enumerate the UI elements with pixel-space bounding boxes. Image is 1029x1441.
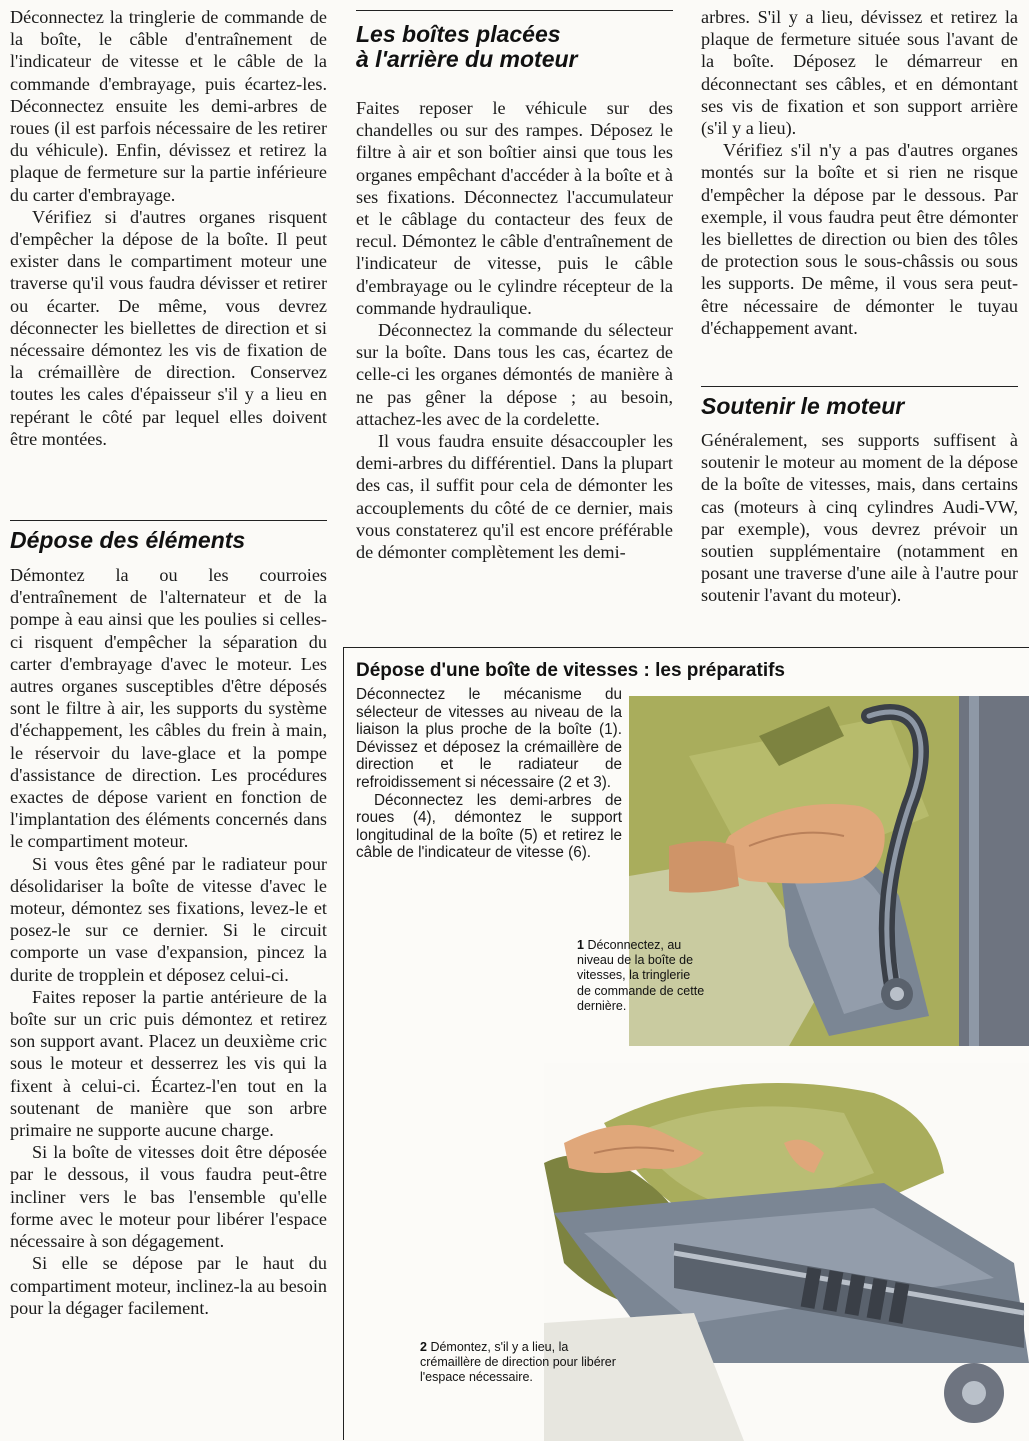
section-rule bbox=[701, 386, 1018, 387]
caption-number: 1 bbox=[577, 938, 584, 952]
caption-number: 2 bbox=[420, 1340, 427, 1354]
section-heading-boites-arriere bbox=[356, 22, 578, 72]
caption-2 bbox=[420, 1340, 625, 1386]
paragraph: Faites reposer le véhicule sur des chandelles ou sur des rampes. Déposez le filtre à air et son boîtier ainsi que tous les organes empêchant d'accéder à la boîte et à ses fixations. Déconnectez l'accumulateur et le câblage du contacteur des feux de recul. Démontez le câble d'entraînement de l'indicateur de vitesse, puis le câble d'embrayage ou le cylindre récepteur de la commande hydraulique. bbox=[356, 98, 673, 318]
paragraph: Si vous êtes gêné par le radiateur pour désolidariser la boîte de vitesse d'avec le moteur, démontez ses fixations, levez-le et posez-le sur ce dernier. Si le circuit comporte un vase d'expansion, pincez la durite de tropplein et déposez celui-ci. bbox=[10, 853, 327, 985]
section-heading-depose: Dépose des éléments bbox=[10, 527, 246, 553]
caption-text: Déconnectez, au niveau de la boîte de vitesses, la tringlerie de commande de cette dernière. bbox=[577, 938, 705, 1013]
inset-title: Dépose d'une boîte de vitesses : les préparatifs bbox=[356, 660, 785, 681]
heading-line: Les boîtes placées bbox=[356, 21, 561, 47]
paragraph: Si elle se dépose par le haut du compartiment moteur, inclinez-la au besoin pour la dégager facilement. bbox=[10, 1253, 327, 1318]
illustration-inset bbox=[343, 647, 1029, 1440]
column-2 bbox=[356, 97, 673, 563]
paragraph: Déconnectez les demi-arbres de roues (4), démontez le support longitudinal de la boîte (5) et retirez le câble de l'indicateur de vitesse (6). bbox=[356, 791, 622, 862]
paragraph: Vérifiez s'il n'y a pas d'autres organes montés sur la boîte et si rien ne risque d'empêcher la dépose par le dessous. Par exemple, il vous faudra peut être démonter les biellettes de direction ou bien des tôles de protection sous le sous-châssis ou sous les supports. De même, il vous sera peut-être nécessaire de démonter le tuyau d'échappement avant. bbox=[701, 140, 1018, 338]
column-1 bbox=[10, 6, 327, 450]
caption-1 bbox=[577, 938, 707, 1014]
section-heading-soutenir: Soutenir le moteur bbox=[701, 393, 905, 419]
paragraph: Il vous faudra ensuite désaccoupler les demi-arbres du différentiel. Dans la plupart des cas, il suffit pour cela de démonter les accouplements du côté de ce dernier, mais vous constaterez qu'il est encore préférable de démonter complètement les demi- bbox=[356, 431, 673, 563]
paragraph: arbres. S'il y a lieu, dévissez et retirez la plaque de fermeture située sous l'avant de la boîte. Déposez le démarreur en déconnectant ses câbles, et en démontant ses vis de fixation et son support arrière (s'il y a lieu). bbox=[701, 7, 1018, 139]
paragraph: Faites reposer la partie antérieure de la boîte sur un cric puis démontez et retirez son support avant. Placez un deuxième cric sous le moteur et desserrez les vis qui la fixent à celui-ci. Écartez-l'en tout en la soutenant de manière que son arbre primaire ne supporte aucune charge. bbox=[10, 986, 327, 1141]
paragraph: Déconnectez la commande du sélecteur sur la boîte. Dans tous les cas, écartez de celle-ci les organes démontés de manière à ne pas gêner la dépose ; au besoin, attachez-les avec de la cordelette. bbox=[356, 320, 673, 429]
column-3 bbox=[701, 6, 1018, 339]
paragraph: Vérifiez si d'autres organes risquent d'empêcher la dépose de la boîte. Il peut exister dans le compartiment moteur une traverse qu'il vous faudra dévisser et retirer ou écarter. De même, vous devrez déconnecter les biellettes de direction et si nécessaire démontez les vis de fixation de la crémaillère de direction. Conservez toutes les cales d'épaisseur s'il y a lieu en repérant le côté par lequel elles doivent être montées. bbox=[10, 206, 327, 449]
paragraph: Généralement, ses supports suffisent à soutenir le moteur au moment de la dépose de la boîte de vitesses, mais, dans certains cas (moteurs à cinq cylindres Audi-VW, par exemple), vous devrez prévoir un soutien supplémentaire (notamment en posant une traverse d'une aile à l'autre pour soutenir l'avant du moteur). bbox=[701, 430, 1018, 606]
column-1-continued bbox=[10, 564, 327, 1319]
caption-text: Démontez, s'il y a lieu, la crémaillère de direction pour libérer l'espace nécessaire. bbox=[420, 1340, 616, 1385]
paragraph: Si la boîte de vitesses doit être déposée par le dessous, il vous faudra peut-être incliner vers le bas l'ensemble qu'elle forme avec le moteur pour libérer l'espace nécessaire à son dégagement. bbox=[10, 1142, 327, 1252]
paragraph: Déconnectez la tringlerie de commande de la boîte, le câble d'entraînement de l'indicateur de vitesse et le câble de la commande d'embrayage, puis écartez-les. Déconnectez ensuite les demi-arbres de roues (il est parfois nécessaire de les retirer du véhicule). Enfin, dévissez et retirez la plaque de fermeture sur la partie inférieure du carter d'embrayage. bbox=[10, 7, 327, 205]
heading-line: à l'arrière du moteur bbox=[356, 46, 578, 72]
section-rule bbox=[10, 520, 327, 521]
section-rule bbox=[356, 10, 673, 11]
inset-text bbox=[356, 686, 622, 862]
paragraph: Démontez la ou les courroies d'entraînement de l'alternateur et de la pompe à eau ainsi que les poulies si celles-ci risquent d'empêcher la séparation du carter d'embrayage d'avec le moteur. Les autres organes susceptibles d'être déposés sont le filtre à air, les supports du système d'échappement, les câbles du frein à main, le réservoir du lave-glace et la pompe d'assistance de direction. Les procédures exactes de dépose varient en fonction de l'implantation des éléments concernés dans le compartiment moteur. bbox=[10, 565, 327, 852]
paragraph: Déconnectez le mécanisme du sélecteur de vitesses au niveau de la liaison la plus proche de la boîte (1). Dévissez et déposez la crémaillère de direction et le radiateur de refroidissement si nécessaire (2 et 3). bbox=[356, 686, 622, 791]
column-3-continued bbox=[701, 429, 1018, 607]
